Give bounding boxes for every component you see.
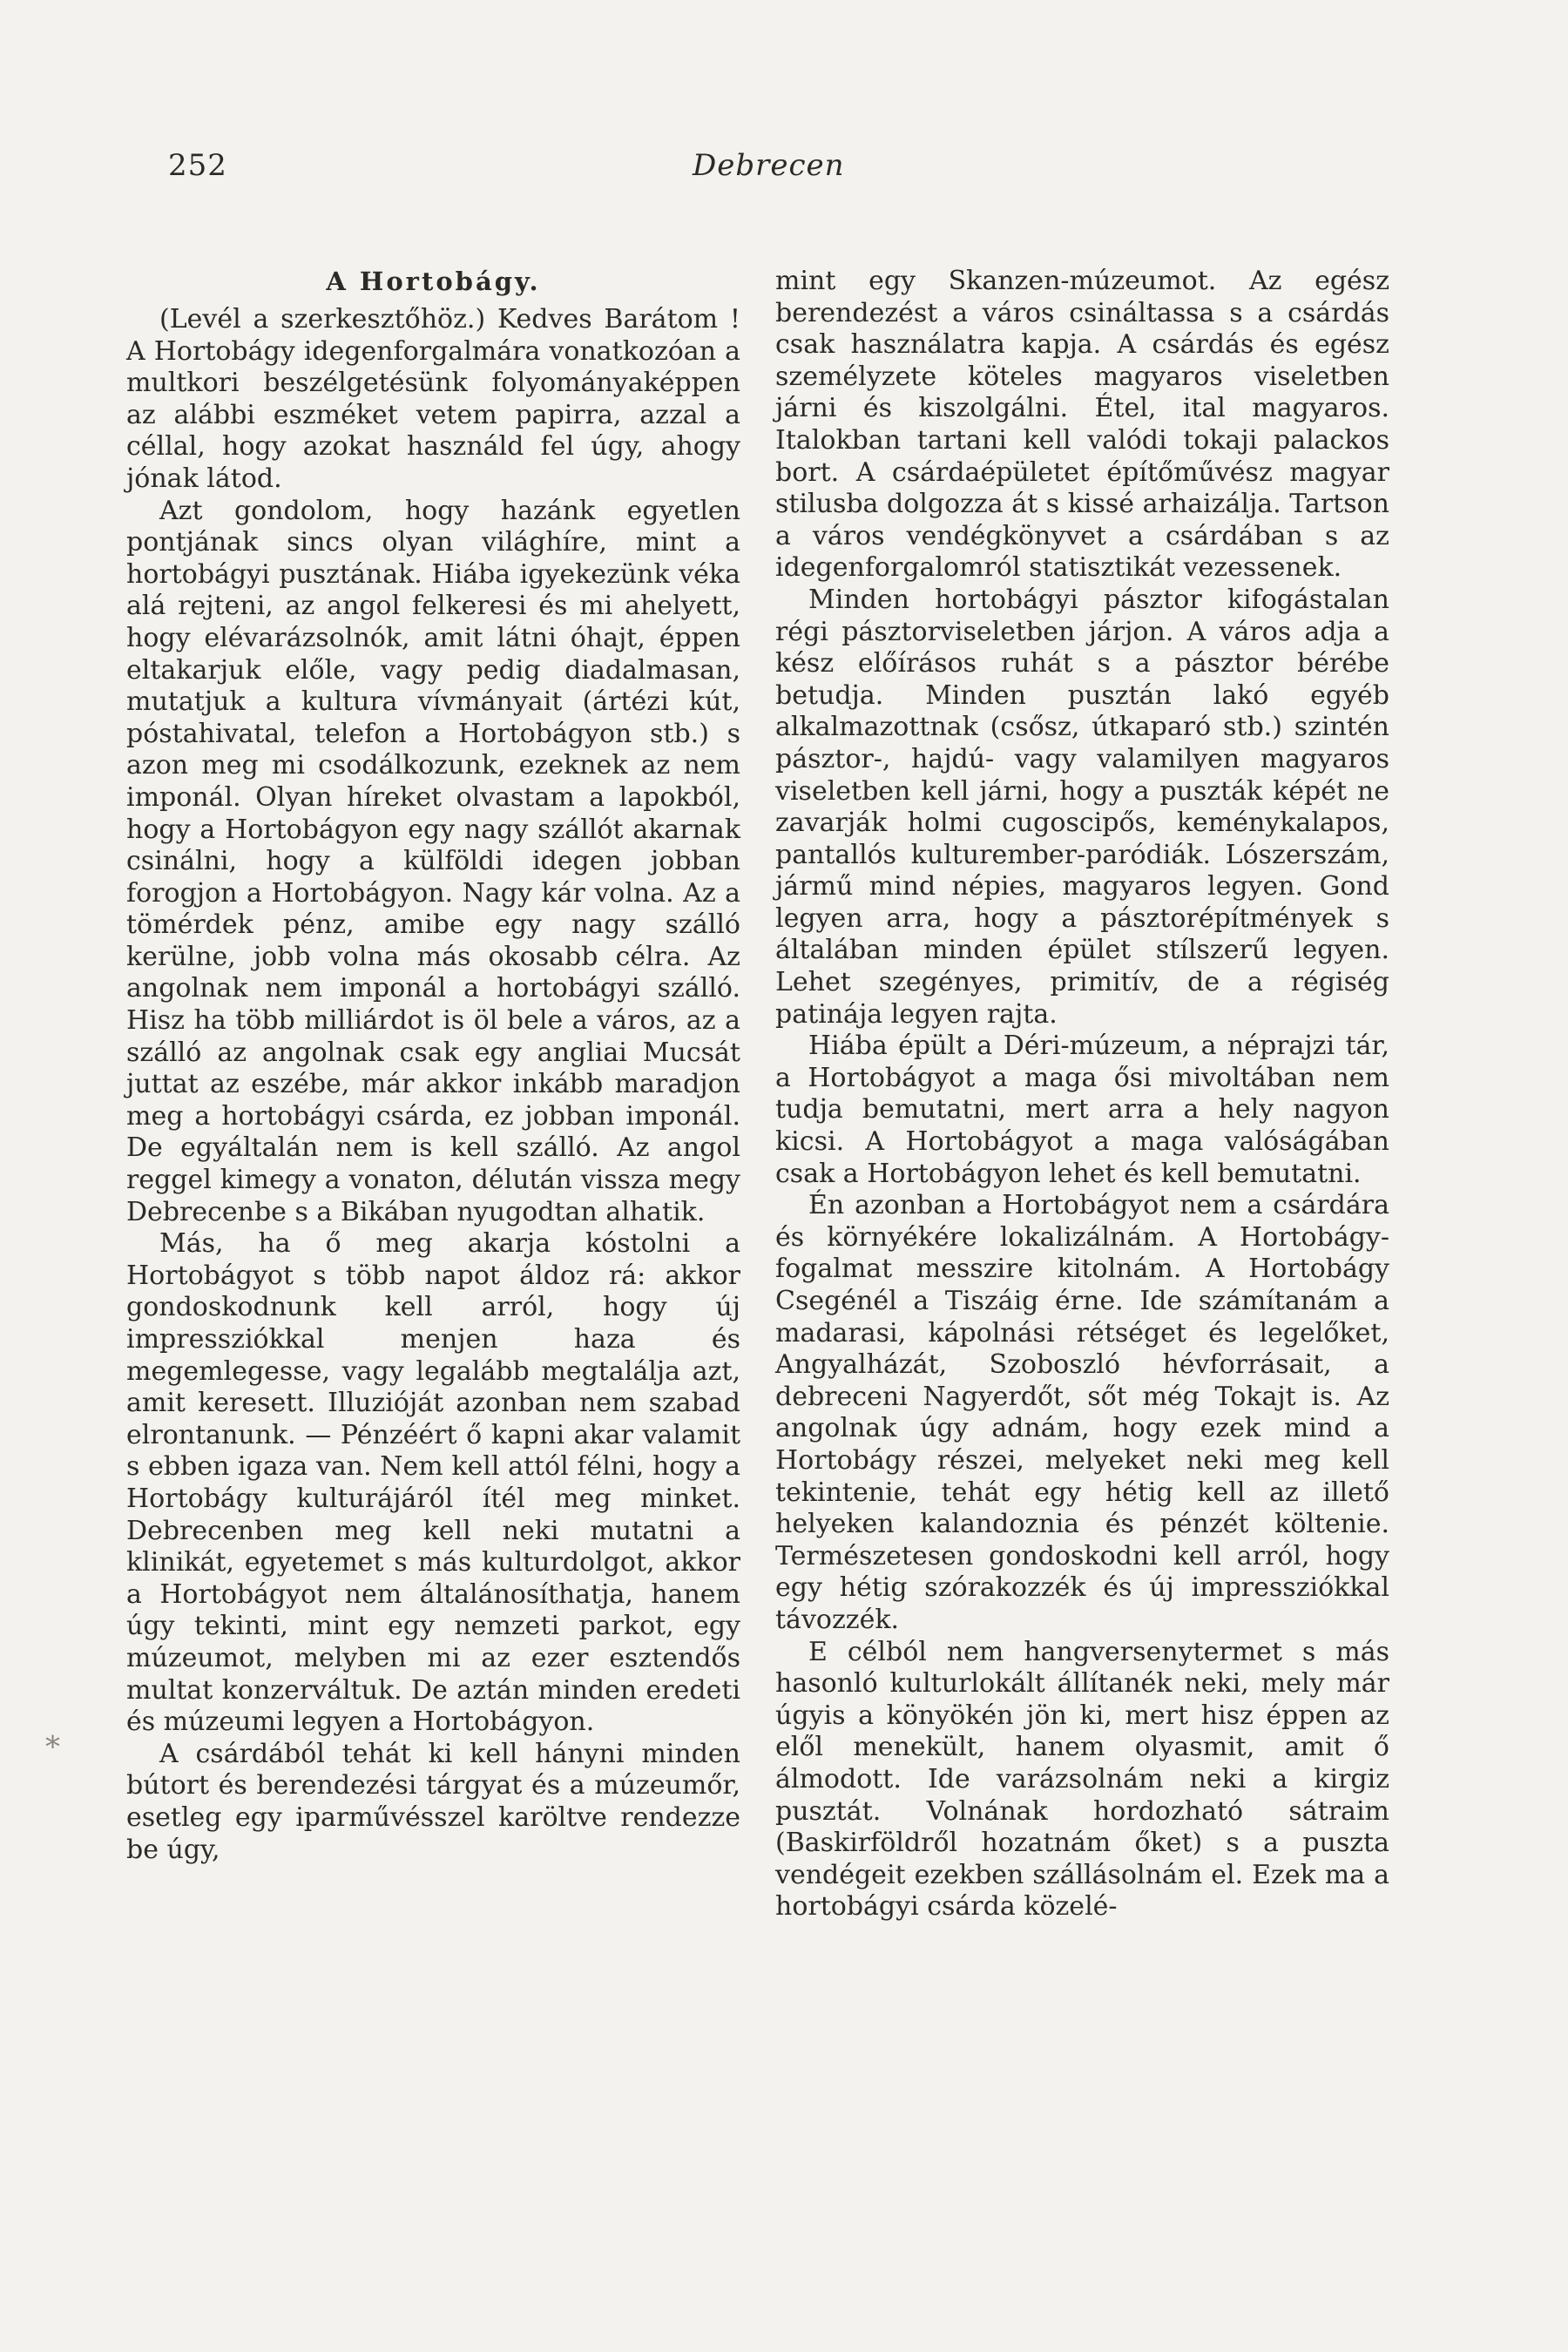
left-column (126, 266, 740, 1866)
paragraph: Más, ha ő meg akarja kóstolni a Hortobágyot s több napot áldoz rá: akkor gondoskodnunk kell arról, hogy új impressziókkal menjen haza és megemlegesse, vagy legalább megtalálja azt, amit keresett. Illuzióját azonban nem szabad elrontanunk. — Pénzéért ő kapni akar valamit s ebben igaza van. Nem kell attól félni, hogy a Hortobágy kulturájáról ítél meg minket. Debrecenben meg kell neki mutatni a klinikát, egyetemet s más kulturdolgot, akkor a Hortobágyot nem általánosíthatja, hanem úgy tekinti, mint egy nemzeti parkot, egy múzeumot, melyben mi az ezer esztendős multat konzerváltuk. De aztán minden eredeti és múzeumi legyen a Hortobágyon. (126, 1228, 740, 1738)
paragraph: Én azonban a Hortobágyot nem a csárdára és környékére lokalizálnám. A Hortobágy-fogalmat messzire kitolnám. A Hortobágy Csegénél a Tiszáig érne. Ide számítanám a madarasi, kápolnási rétséget és legelőket, Angyalházát, Szoboszló hévforrásait, a debreceni Nagyerdőt, sőt még Tokajt is. Az angolnak úgy adnám, hogy ezek mind a Hortobágy részei, melyeket neki meg kell tekintenie, tehát egy hétig kell az illető helyeken kalandoznia és pénzét költenie. Természetesen gondoskodni kell arról, hogy egy hétig szórakozzék és új impressziókkal távozzék. (775, 1190, 1389, 1635)
paragraph: Azt gondolom, hogy hazánk egyetlen pontjának sincs olyan világhíre, mint a hortobágyi pusztának. Hiába igyekezünk véka alá rejteni, az angol felkeresi és mi ahelyett, hogy elévarázsolnók, amit látni óhajt, éppen eltakarjuk előle, vagy pedig diadalmasan, mutatjuk a kultura vívmányait (ártézi kút, póstahivatal, telefon a Hortobágyon stb.) s azon meg mi csodálkozunk, ezeknek az nem imponál. Olyan híreket olvastam a lapokból, hogy a Hortobágyon egy nagy szállót akarnak csinálni, hogy a külföldi idegen jobban forogjon a Hortobágyon. Nagy kár volna. Az a tömérdek pénz, amibe egy nagy szálló kerülne, jobb volna más okosabb célra. Az angolnak nem imponál a hortobágyi szálló. Hisz ha több milliárdot is öl bele a város, az a szálló az angolnak csak egy angliai Mucsát juttat az eszébe, már akkor inkább maradjon meg a hortobágyi csárda, ez jobban imponál. De egyáltalán nem is kell szálló. Az angol reggel kimegy a vonaton, délután vissza megy Debrecenbe s a Bikában nyugodtan alhatik. (126, 495, 740, 1227)
margin-mark-icon: ⁎ (45, 1720, 60, 1755)
paragraph: Minden hortobágyi pásztor kifogástalan régi pásztorviseletben járjon. A város adja a kész előírásos ruhát s a pásztor bérébe betudja. Minden pusztán lakó egyéb alkalmazottnak (csősz, útkaparó stb.) szintén pásztor-, hajdú- vagy valamilyen magyaros viseletben kell járni, hogy a puszták képét ne zavarják holmi cugoscipős, keménykalapos, pantallós kulturember-paródiák. Lószerszám, jármű mind népies, magyaros legyen. Gond legyen arra, hogy a pásztorépítmények s általában minden épület stílszerű legyen. Lehet szegényes, primitív, de a régiség patinája legyen rajta. (775, 584, 1389, 1030)
right-column (775, 266, 1389, 1923)
paragraph: mint egy Skanzen-múzeumot. Az egész berendezést a város csináltassa s a csárdás csak használatra kapja. A csárdás és egész személyzete köteles magyaros viseletben járni és kiszolgálni. Étel, ital magyaros. Italokban tartani kell valódi tokaji palackos bort. A csárdaépületet építőművész magyar stilusba dolgozza át s kissé arhaizálja. Tartson a város vendégkönyvet a csárdában s az idegenforgalomról statisztikát vezessenek. (775, 266, 1389, 584)
paragraph: E célból nem hangversenytermet s más hasonló kulturlokált állítanék neki, mely már úgyis a könyökén jön ki, mert hisz éppen az elől menekült, hanem olyasmit, amit ő álmodott. Ide varázsolnám neki a kirgiz pusztát. Volnának hordozható sátraim (Baskirföldről hozatnám őket) s a puszta vendégeit ezekben szállásolnám el. Ezek ma a hortobágyi csárda közelé- (775, 1636, 1389, 1923)
running-head: Debrecen (693, 148, 845, 183)
paragraph: Hiába épült a Déri-múzeum, a néprajzi tár, a Hortobágyot a maga ősi mivoltában nem tudja bemutatni, mert arra a hely nagyon kicsi. A Hortobágyot a maga valóságában csak a Hortobágyon lehet és kell bemutatni. (775, 1031, 1389, 1189)
page-number: 252 (168, 148, 227, 183)
paragraph: A csárdából tehát ki kell hányni minden bútort és berendezési tárgyat és a múzeumőr, esetleg egy iparművésszel karöltve rendezze be úgy, (126, 1738, 740, 1865)
paragraph: (Levél a szerkesztőhöz.) Kedves Barátom ! A Hortobágy idegenforgalmára vonatkozóan a multkori beszélgetésünk folyományaképpen az alábbi eszméket vetem papirra, azzal a céllal, hogy azokat használd fel úgy, ahogy jónak látod. (126, 304, 740, 494)
article-title: A Hortobágy. (326, 267, 541, 296)
